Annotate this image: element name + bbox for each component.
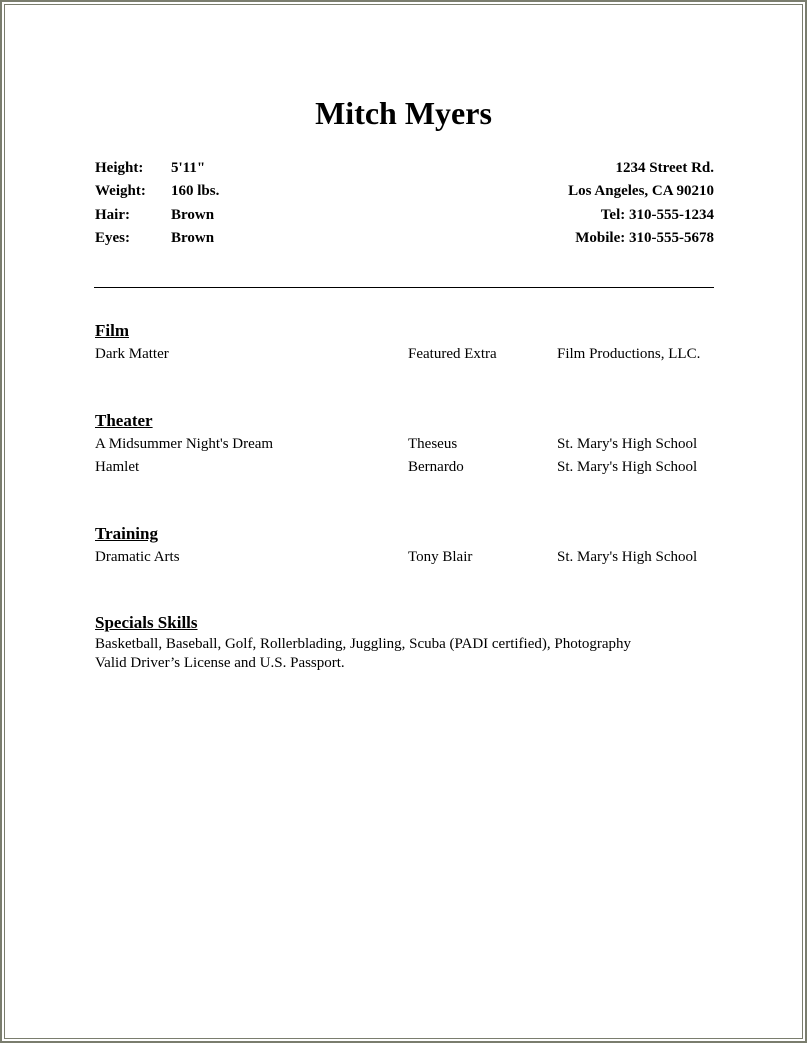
stat-value: Brown xyxy=(171,206,215,223)
section-heading: Theater xyxy=(95,411,153,430)
credit-title: A Midsummer Night's Dream xyxy=(95,436,274,452)
credit-company: Film Productions, LLC. xyxy=(557,346,701,362)
skills-line: Valid Driver’s License and U.S. Passport. xyxy=(95,655,345,671)
section-special-skills xyxy=(95,612,725,673)
credit-role: Featured Extra xyxy=(408,346,497,362)
stat-hair xyxy=(95,204,219,227)
stat-value: Brown xyxy=(171,229,215,246)
credit-title: Dark Matter xyxy=(95,346,169,362)
credit-row xyxy=(95,343,725,366)
section-heading: Specials Skills xyxy=(95,613,198,632)
credit-role: Bernardo xyxy=(408,459,464,475)
stat-label: Hair: xyxy=(95,206,130,223)
stat-value: 160 lbs. xyxy=(171,183,220,200)
contact-city: Los Angeles, CA 90210 xyxy=(568,183,714,200)
credit-row xyxy=(95,456,725,479)
section-heading: Training xyxy=(95,524,158,543)
credit-role: Theseus xyxy=(408,436,458,452)
section-heading: Film xyxy=(95,321,129,340)
stat-label: Weight: xyxy=(95,183,146,200)
credit-role: Tony Blair xyxy=(408,549,473,565)
section-theater xyxy=(95,410,725,479)
stat-weight xyxy=(95,180,219,203)
stat-eyes xyxy=(95,227,219,250)
stat-label: Height: xyxy=(95,160,144,176)
credit-company: St. Mary's High School xyxy=(557,436,698,452)
credit-row xyxy=(95,433,725,456)
contact-street: 1234 Street Rd. xyxy=(615,160,714,176)
section-film xyxy=(95,320,725,366)
header-divider xyxy=(94,287,714,288)
skills-line: Basketball, Baseball, Golf, Rollerblading, Juggling, Scuba (PADI certified), Photography xyxy=(95,636,632,652)
stat-value: 5'11" xyxy=(171,160,206,176)
contact-tel: Tel: 310-555-1234 xyxy=(600,206,714,223)
resume-name: Mitch Myers xyxy=(315,95,492,131)
credit-title: Hamlet xyxy=(95,459,140,475)
credit-title: Dramatic Arts xyxy=(95,549,180,565)
credit-row xyxy=(95,546,725,569)
stat-height xyxy=(95,157,219,180)
contact-mobile: Mobile: 310-555-5678 xyxy=(575,229,714,246)
credit-company: St. Mary's High School xyxy=(557,549,698,565)
contact-info xyxy=(568,157,714,250)
physical-stats xyxy=(95,157,219,250)
credit-company: St. Mary's High School xyxy=(557,459,698,475)
section-training xyxy=(95,523,725,569)
stat-label: Eyes: xyxy=(95,229,130,246)
